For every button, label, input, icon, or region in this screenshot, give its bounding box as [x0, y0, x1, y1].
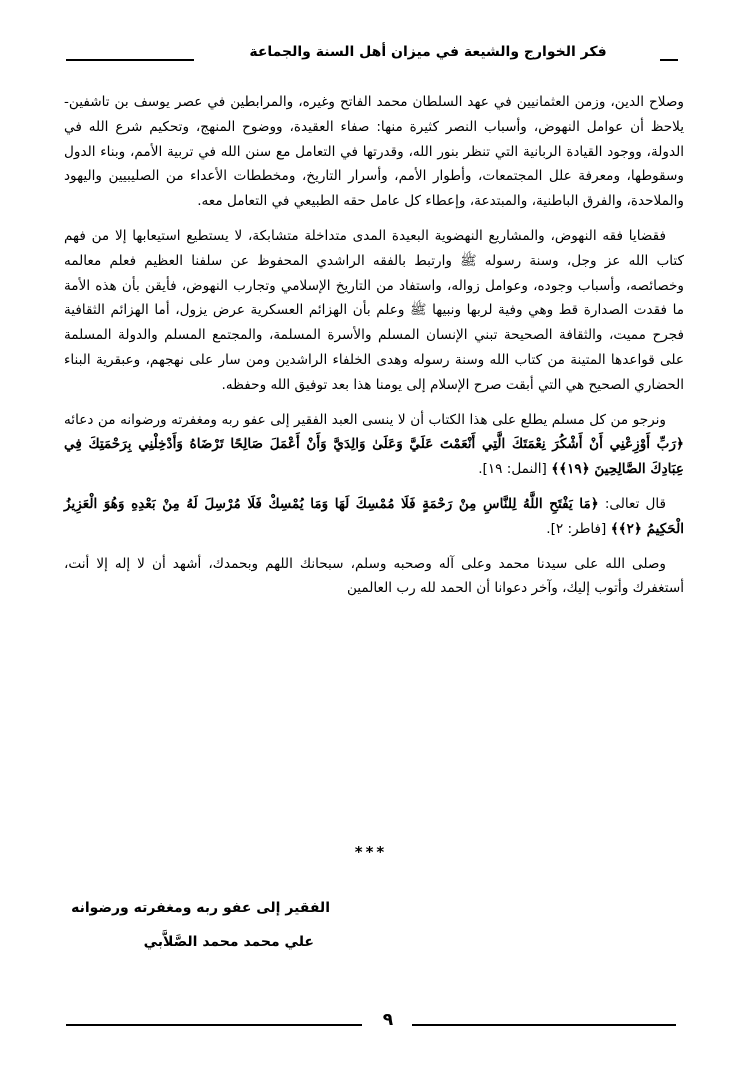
footer-rule-left: [66, 1024, 362, 1026]
prayer-text: ونرجو من كل مسلم يطلع على هذا الكتاب أن لا ينسى العبد الفقير إلى عفو ربه ومغفرته ورضوانه من دعائه: [64, 411, 666, 428]
running-title: فكر الخوارج والشيعة في ميزان أهل السنة والجماعة: [249, 44, 607, 60]
page-number: ٩: [382, 1010, 394, 1030]
verse-reference-naml: [النمل: ١٩].: [478, 461, 547, 478]
header-rule-right: [660, 59, 678, 61]
paragraph-closing: وصلى الله على سيدنا محمد وعلى آله وصحبه وسلم، سبحانك اللهم وبحمدك، أشهد أن لا إله إلا أنت، أستغفرك وأتوب إليك، وآخر دعوانا أن الحمد لله رب العالمين: [64, 555, 684, 597]
quran-verse-naml: ﴿رَبِّ أَوْزِعْنِي أَنْ أَشْكُرَ نِعْمَتَكَ الَّتِي أَنْعَمْتَ عَلَيَّ وَعَلَىٰ وَالِدَيَّ وَأَنْ أَعْمَلَ صَالِحًا تَرْضَاهُ وَأَدْخِلْنِي بِرَحْمَتِكَ فِي عِبَادِكَ الصَّالِحِينَ ﴿١٩﴾﴾: [64, 436, 684, 478]
header-rule-left: [66, 59, 194, 61]
paragraph-2: فقضايا فقه النهوض، والمشاريع النهضوية البعيدة المدى متداخلة متشابكة، لا يستطيع استيعابها إلا من فهم كتاب الله عز وجل، وسنة رسوله ﷺ وارتبط بالفقه الراشدي المحفوظ عن سلفنا العظيم فعلم معالمه وخصائصه، وأسباب وجوده، وعوامل زواله، واستفاد من التاريخ الإسلامي وتجارب النهوض، فأيقن بأن هذه الأمة ما فقدت الصدارة قط وهي وفية لربها ونبيها ﷺ وعلم بأن الهزائم العسكرية عرض يزول، أما الهزائم الثقافية فجرح مميت، والثقافة الصحيحة تبني الإنسان المسلم والأسرة المسلمة، والمجتمع المسلم والدولة المسلمة على قواعدها المتينة من كتاب الله وسنة رسوله وهدى الخلفاء الراشدين ومن سار على نهجهم، وعبقرية البناء الحضاري الصحيح هي التي أبقت صرح الإسلام إلى يومنا هذا بعد توفيق الله وحفظه.: [64, 227, 684, 393]
quran-verse-fatir: ﴿مَا يَفْتَحِ اللَّهُ لِلنَّاسِ مِنْ رَحْمَةٍ فَلَا مُمْسِكَ لَهَا وَمَا يُمْسِكْ فَلَا مُرْسِلَ لَهُ مِنْ بَعْدِهِ وَهُوَ الْعَزِيزُ الْحَكِيمُ ﴿٢﴾﴾: [64, 495, 684, 537]
verse-reference-fatir: [فاطر: ٢].: [546, 520, 607, 537]
paragraph-prayer: [64, 408, 684, 482]
running-header: [66, 40, 678, 70]
paragraph-quote: [64, 492, 684, 542]
quote-intro: قال تعالى:: [604, 495, 666, 512]
page-footer: [0, 1010, 742, 1040]
footer-rule-right: [412, 1024, 676, 1026]
signature-line-1: الفقير إلى عفو ربه ومغفرته ورضوانه: [71, 900, 330, 916]
section-separator-stars: ***: [354, 843, 388, 861]
body-text: [64, 90, 684, 611]
paragraph-1: وصلاح الدين، وزمن العثمانيين في عهد السلطان محمد الفاتح وغيره، والمرابطين في عصر يوسف بن تاشفين- يلاحظ أن عوامل النهوض، وأسباب النصر كثيرة منها: صفاء العقيدة، ووضوح المنهج، وتحكيم شرع الله في الدولة، ووجود القيادة الربانية التي تنظر بنور الله، وقدرتها في التعامل مع سنن الله في تربية الأمم، وبناء الدول وسقوطها، ومعرفة علل المجتمعات، وأطوار الأمم، وأسرار التاريخ، ومخططات الأعداء من الصليبيين واليهود والملاحدة، والفرق الباطنية، والمبتدعة، وإعطاء كل عامل حقه الطبيعي في التعامل معه.: [64, 94, 684, 210]
author-name: علي محمد محمد الصَّلاَّبي: [143, 934, 314, 950]
